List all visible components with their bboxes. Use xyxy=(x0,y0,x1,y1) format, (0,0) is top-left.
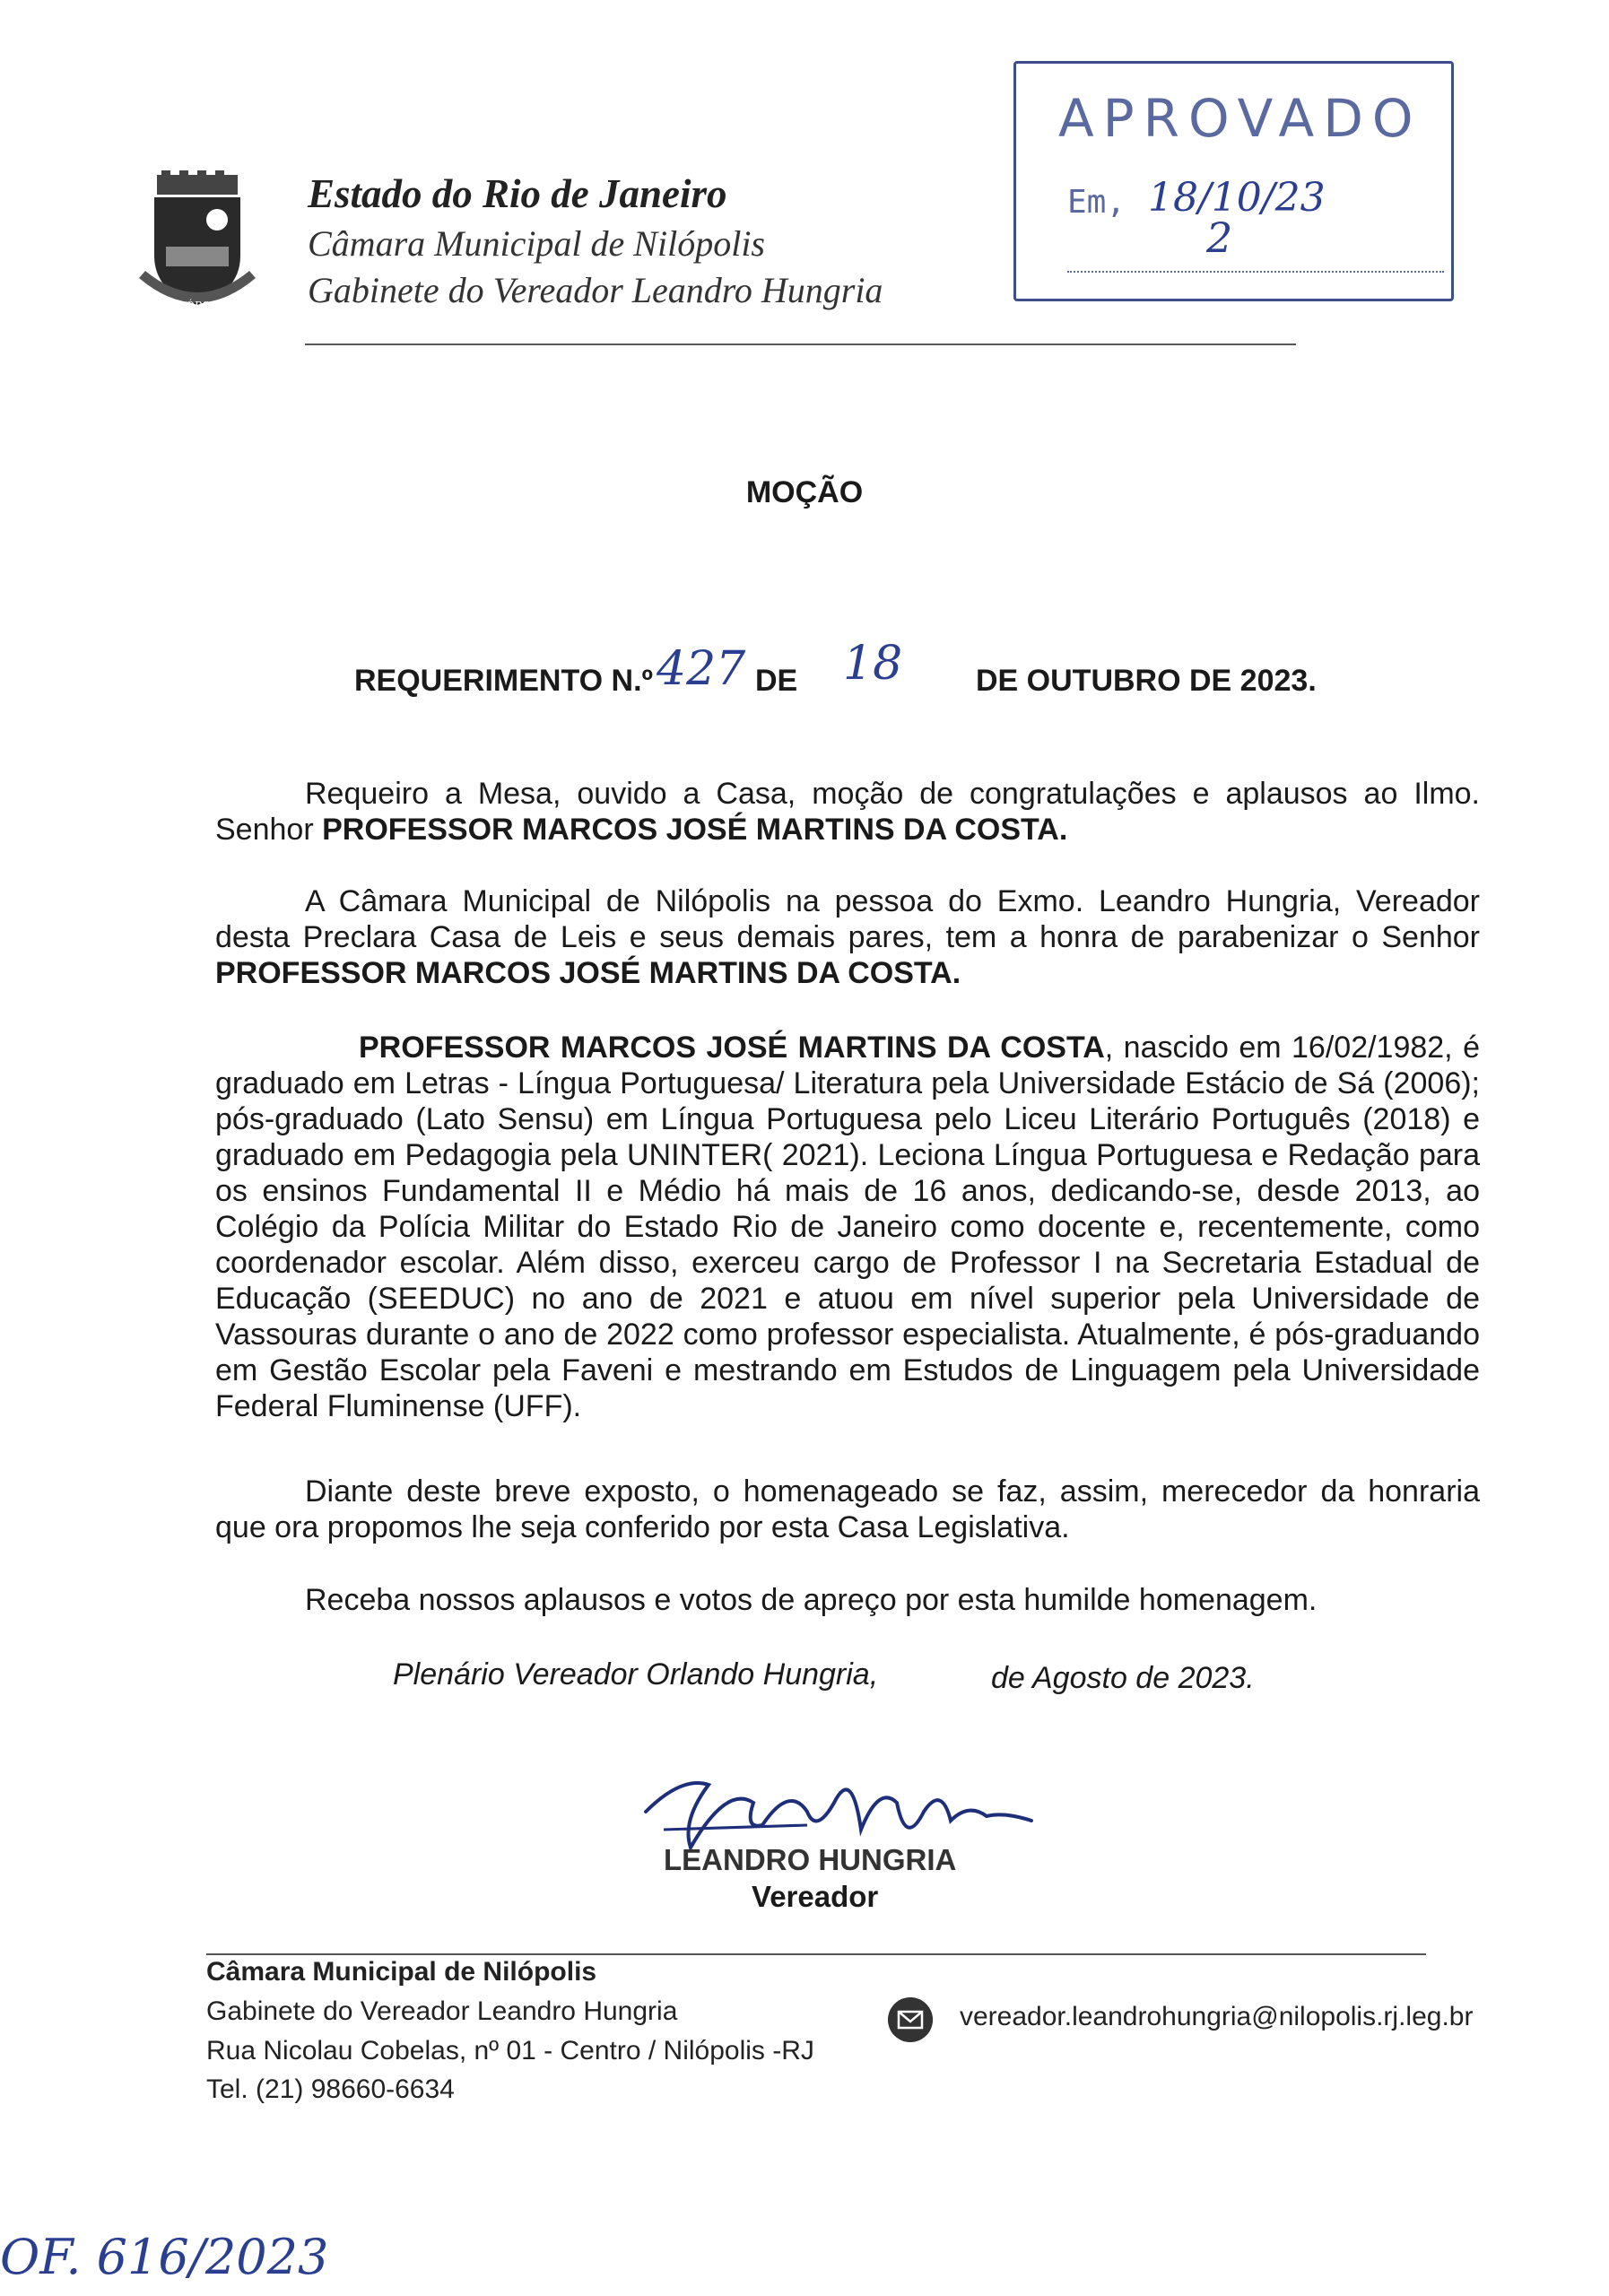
stamp-line xyxy=(1067,271,1444,273)
paragraph-3 xyxy=(215,1030,1480,1424)
request-de: DE xyxy=(755,664,798,698)
signatory-name: LEANDRO HUNGRIA xyxy=(664,1843,957,1876)
p4-text: Diante deste breve exposto, o homenageado se faz, assim, merecedor da honraria que ora propomos lhe seja conferido por esta Casa Legislativa. xyxy=(215,1474,1480,1544)
honoree-name-2: PROFESSOR MARCOS JOSÉ MARTINS DA COSTA. xyxy=(215,956,961,990)
footer-email: vereador.leandrohungria@nilopolis.rj.leg.br xyxy=(960,2002,1474,2031)
footer-org: Câmara Municipal de Nilópolis xyxy=(206,1957,597,1987)
request-number: 427 xyxy=(657,642,746,696)
footer-address: Rua Nicolau Cobelas, nº 01 - Centro / Nilópolis -RJ xyxy=(206,2036,814,2066)
stamp-mark: 2 xyxy=(1206,213,1233,262)
place-line: Plenário Vereador Orlando Hungria, xyxy=(393,1657,879,1692)
date-line: de Agosto de 2023. xyxy=(991,1661,1255,1695)
footer-phone: Tel. (21) 98660-6634 xyxy=(206,2074,455,2104)
header-chamber: Câmara Municipal de Nilópolis xyxy=(308,223,765,264)
request-prefix: REQUERIMENTO N.º xyxy=(354,664,653,698)
email-icon xyxy=(888,1997,933,2042)
request-day: 18 xyxy=(843,637,903,691)
paragraph-2 xyxy=(215,883,1480,991)
stamp-label: APROVADO xyxy=(1058,88,1422,149)
p2-text: A Câmara Municipal de Nilópolis na pessoa do Exmo. Leandro Hungria, Vereador desta Preclara Casa de Leis e seus demais pares, tem a honra de parabenizar o Senhor xyxy=(215,884,1480,954)
stamp-date: 18/10/23 xyxy=(1148,175,1326,221)
p1-text: Requeiro a Mesa, ouvido a Casa, moção de congratulações e aplausos ao Ilmo. Senhor xyxy=(215,777,1480,847)
request-date-suffix: DE OUTUBRO DE 2023. xyxy=(976,664,1317,698)
p3-text: , nascido em 16/02/1982, é graduado em Letras - Língua Portuguesa/ Literatura pela Universidade Estácio de Sá (2006); pós-graduado (Lato Sensu) em Língua Portuguesa pelo Liceu Literário Português (2018) e graduado em Pedagogia pela UNINTER( 2021). Leciona Língua Portuguesa e Redação para os ensinos Fundamental II e Médio há mais de 16 anos, dedicando-se, desde 2013, ao Colégio da Polícia Militar do Estado Rio de Janeiro como docente e, recentemente, como coordenador escolar. Além disso, exerceu cargo de Professor I na Secretaria Estadual de Educação (SEEDUC) no ano de 2021 e atuou em nível superior pela Universidade de Vassouras durante o ano de 2022 como professor especialista. Atualmente, é pós-graduando em Gestão Escolar pela Faveni e mestrando em Estudos de Linguagem pela Universidade Federal Fluminense (UFF). xyxy=(215,1031,1480,1423)
municipal-crest-icon xyxy=(135,170,260,323)
footer-office: Gabinete do Vereador Leandro Hungria xyxy=(206,1996,678,2026)
crest-text: NILÓPOLIS xyxy=(165,300,230,312)
header-state-title: Estado do Rio de Janeiro xyxy=(308,171,727,216)
document-title: MOÇÃO xyxy=(745,475,864,509)
honoree-name: PROFESSOR MARCOS JOSÉ MARTINS DA COSTA. xyxy=(322,813,1068,847)
paragraph-4 xyxy=(215,1474,1480,1545)
paragraph-5: Receba nossos aplausos e votos de apreço por esta humilde homenagem. xyxy=(305,1583,1318,1617)
header-divider xyxy=(305,344,1296,345)
stamp-em: Em, xyxy=(1067,184,1126,221)
signatory-role: Vereador xyxy=(752,1880,879,1913)
paragraph-1 xyxy=(215,776,1480,848)
footer-divider xyxy=(206,1953,1426,1955)
honoree-name-3: PROFESSOR MARCOS JOSÉ MARTINS DA COSTA xyxy=(359,1031,1105,1065)
header-office: Gabinete do Vereador Leandro Hungria xyxy=(308,270,883,310)
handwritten-annotation: OF. 616/2023 xyxy=(0,2229,329,2285)
